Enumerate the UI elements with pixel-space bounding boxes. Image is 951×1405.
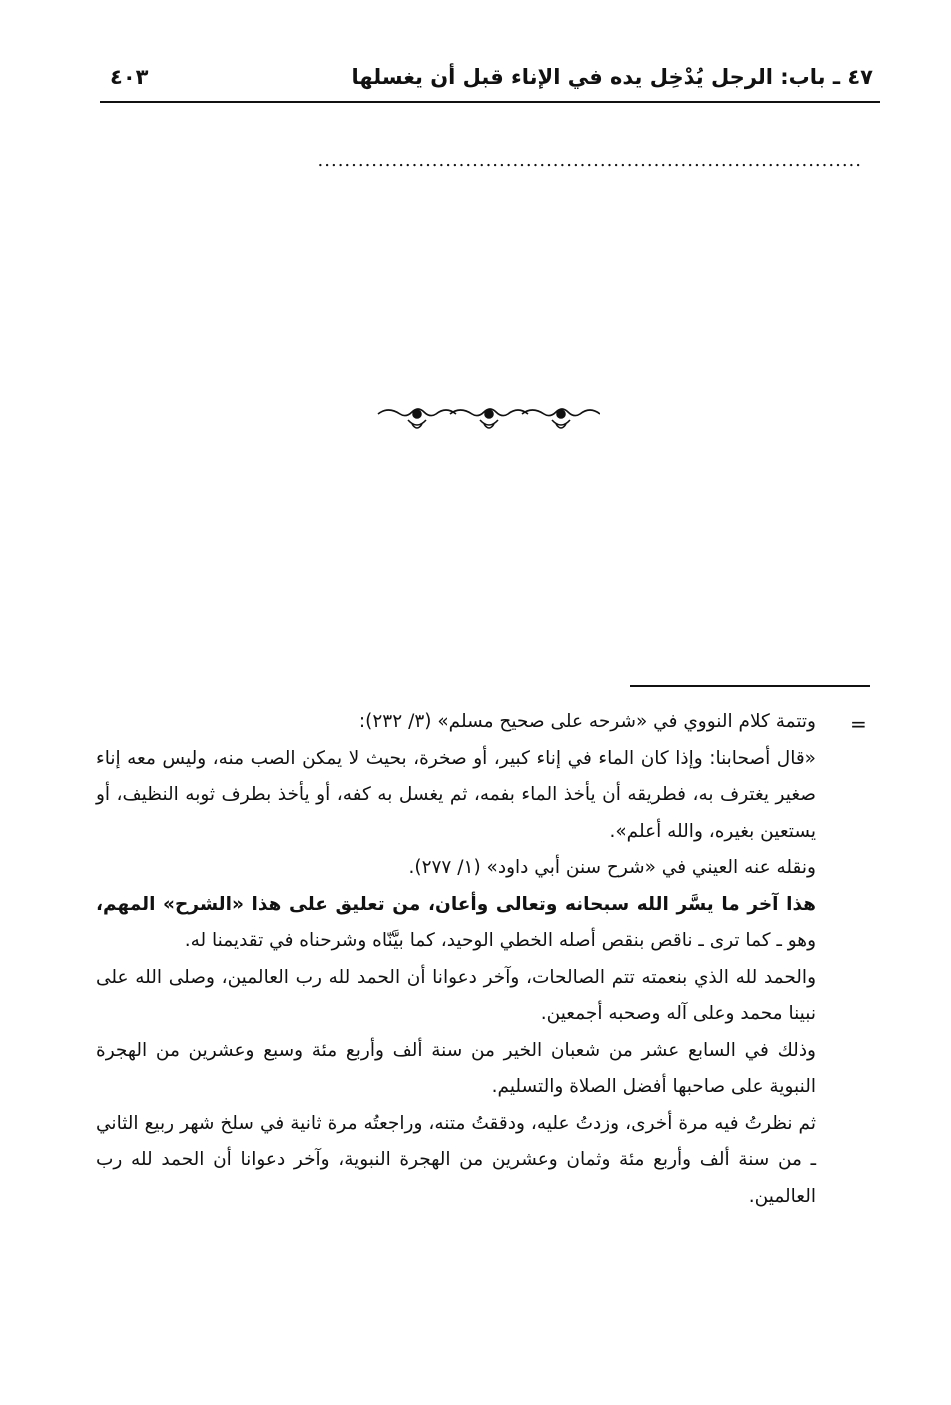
footnote-separator-rule <box>630 685 870 687</box>
footnote-paragraph-closing <box>96 887 816 960</box>
footnote-block <box>96 704 816 1215</box>
section-end-ornament <box>370 400 600 440</box>
header-rule <box>100 101 880 103</box>
footnote-paragraph-praise: والحمد لله الذي بنعمته تتم الصالحات، وآخر دعوانا أن الحمد لله رب العالمين، وصلى الله على نبينا محمد وعلى آله وصحبه أجمعين. <box>96 966 816 1024</box>
footnote-paragraph-date: وذلك في السابع عشر من شعبان الخير من سنة ألف وأربع مئة وسبع وعشرين من الهجرة النبوية على صاحبها أفضل الصلاة والتسليم. <box>96 1039 816 1097</box>
running-header-title: ٤٧ ـ باب: الرجل يُدْخِل يده في الإناء قبل أن يغسلها <box>351 65 873 89</box>
footnote-paragraph-source: ونقله عنه العيني في «شرح سنن أبي داود» (١/ ٢٧٧). <box>408 857 816 878</box>
closing-bold-text: هذا آخر ما يسَّر الله سبحانه وتعالى وأعان، من تعليق على هذا «الشرح» المهم، <box>96 893 816 915</box>
closing-regular-text: وهو ـ كما ترى ـ ناقص بنقص أصله الخطي الوحيد، كما بيَّنّاه وشرحناه في تقديمنا له. <box>184 930 816 951</box>
page-number: ٤٠٣ <box>110 65 149 89</box>
footnote-paragraph-quote: «قال أصحابنا: وإذا كان الماء في إناء كبير، أو صخرة، بحيث لا يمكن الصب منه، وليس معه إناء صغير يغترف به، فطريقه أن يأخذ الماء بفمه، ثم يغسل به كفه، أو يأخذ بطرف ثوبه النظيف، أو يستعين بغيره، والله أعلم». <box>96 747 816 842</box>
dotted-continuation-line: ................................................................................. <box>317 150 862 171</box>
footnote-continuation-mark: = <box>850 712 867 736</box>
footnote-paragraph-revision: ثم نظرتُ فيه مرة أخرى، وزدتُ عليه، ودققتُ متنه، وراجعتُه مرة ثانية في سلخ شهر ربيع الثاني ـ من سنة ألف وأربع مئة وثمان وعشرين من الهجرة النبوية، وآخر دعوانا أن الحمد لله رب العالمين. <box>96 1112 816 1207</box>
footnote-paragraph-intro: وتتمة كلام النووي في «شرحه على صحيح مسلم» (٣/ ٢٣٢): <box>358 711 816 732</box>
